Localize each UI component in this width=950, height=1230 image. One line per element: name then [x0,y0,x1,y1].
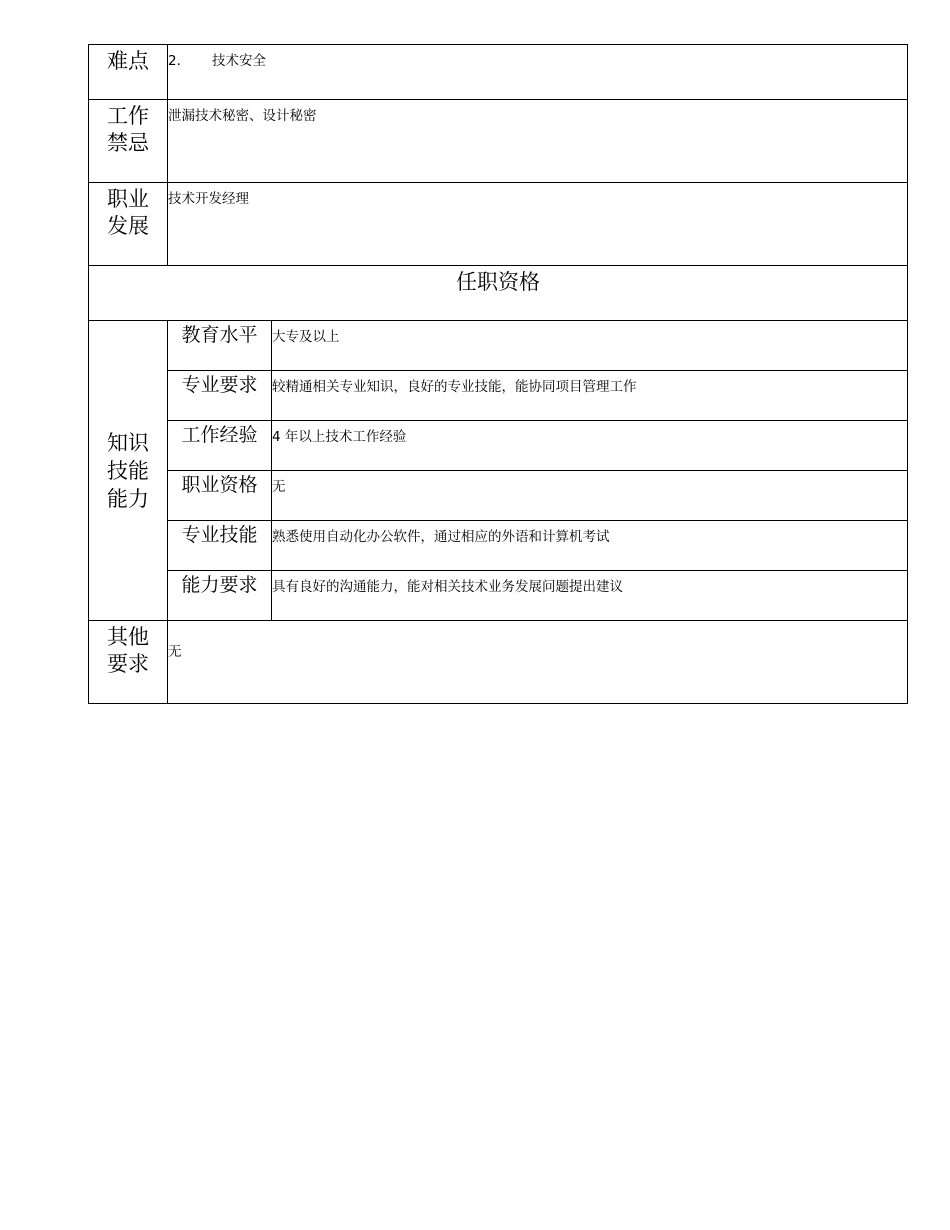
other-label: 其他要求 [107,625,149,676]
career-label: 职业发展 [107,187,149,238]
row-skill-ability [89,571,908,621]
value-cell-other [168,621,908,704]
skill-value-experience: 4 年以上技术工作经验 [272,421,908,471]
difficulty-item-number: 2. [168,53,181,69]
skills-group-cell [89,321,168,621]
skill-label-education: 教育水平 [168,321,272,371]
career-value: 技术开发经理 [168,191,249,207]
label-cell-taboo [89,100,168,183]
label-cell-career [89,183,168,266]
row-qualification-title [89,266,908,321]
value-cell-career [168,183,908,266]
taboo-label: 工作禁忌 [107,104,149,155]
skill-label-ability: 能力要求 [168,571,272,621]
skill-value-professional: 熟悉使用自动化办公软件，通过相应的外语和计算机考试 [272,521,908,571]
row-skill-experience [89,421,908,471]
difficulty-label: 难点 [107,49,149,73]
skill-label-professional: 专业技能 [168,521,272,571]
skill-value-certification: 无 [272,471,908,521]
row-career [89,183,908,266]
label-cell-other [89,621,168,704]
qualification-title: 任职资格 [89,266,908,321]
row-skill-professional [89,521,908,571]
skill-label-experience: 工作经验 [168,421,272,471]
value-cell-difficulty [168,45,908,100]
other-value: 无 [168,644,182,660]
row-skill-major [89,371,908,421]
skill-label-certification: 职业资格 [168,471,272,521]
skill-value-education: 大专及以上 [272,321,908,371]
row-other [89,621,908,704]
row-difficulty [89,45,908,100]
value-cell-taboo [168,100,908,183]
difficulty-item-text: 技术安全 [212,53,266,69]
row-taboo [89,100,908,183]
taboo-value: 泄漏技术秘密、设计秘密 [168,108,317,124]
skill-value-ability: 具有良好的沟通能力，能对相关技术业务发展问题提出建议 [272,571,908,621]
label-cell-difficulty [89,45,168,100]
row-skill-certification [89,471,908,521]
skill-label-major: 专业要求 [168,371,272,421]
row-skill-education [89,321,908,371]
skills-group-label: 知识技能能力 [107,430,149,511]
job-description-table [88,44,908,704]
skill-value-major: 较精通相关专业知识，良好的专业技能，能协同项目管理工作 [272,371,908,421]
